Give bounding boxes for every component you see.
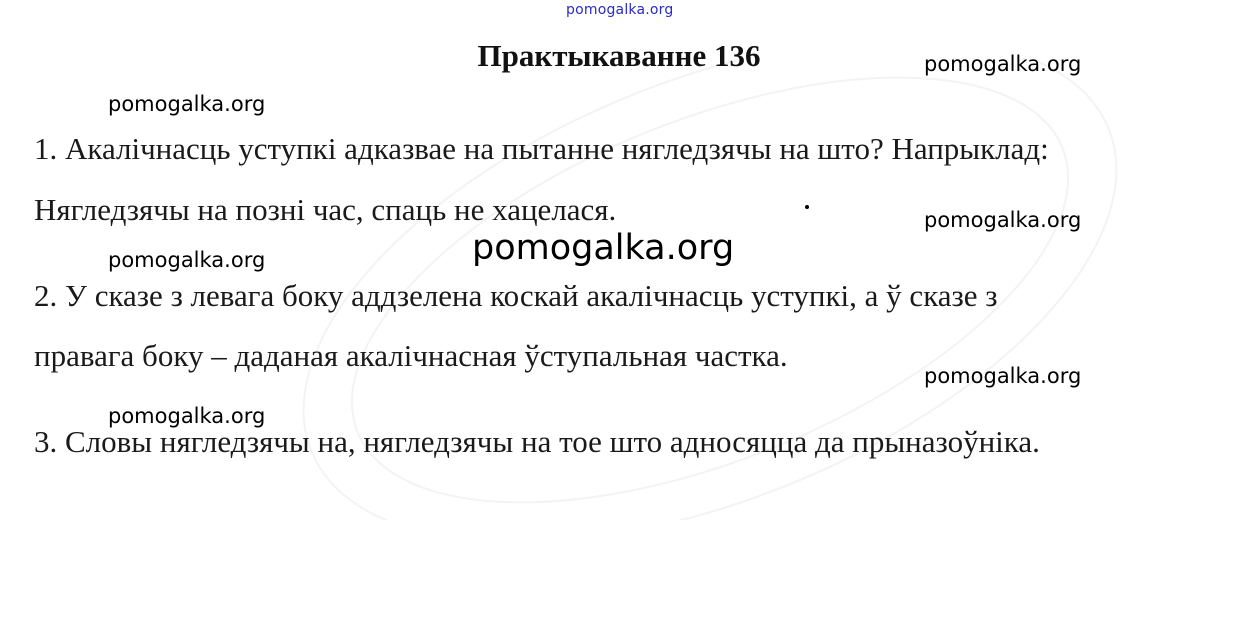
watermark: pomogalka.org	[108, 404, 266, 428]
answer-line-2: Нягледзячы на позні час, спаць не хацелася.	[34, 192, 617, 227]
watermark-large: pomogalka.org	[472, 228, 735, 268]
answer-line-5: 3. Словы нягледзячы на, нягледзячы на тое што адносяцца да прыназоўніка.	[34, 424, 1040, 459]
watermark: pomogalka.org	[108, 248, 266, 272]
site-link[interactable]: pomogalka.org	[566, 2, 674, 18]
page-title: Практыкаванне 136	[477, 38, 761, 73]
watermark: pomogalka.org	[924, 208, 1082, 232]
watermark: pomogalka.org	[108, 92, 266, 116]
watermark: pomogalka.org	[924, 364, 1082, 388]
answer-line-1: 1. Акалічнасць уступкі адказвае на пытанне нягледзячы на што? Напрыклад:	[34, 131, 1049, 166]
stray-dot	[805, 205, 809, 209]
answer-line-4: правага боку – даданая акалічнасная ўступальная частка.	[34, 338, 788, 373]
answer-line-3: 2. У сказе з левага боку аддзелена коскай акалічнасць уступкі, а ў сказе з	[34, 278, 998, 313]
watermark: pomogalka.org	[924, 52, 1082, 76]
